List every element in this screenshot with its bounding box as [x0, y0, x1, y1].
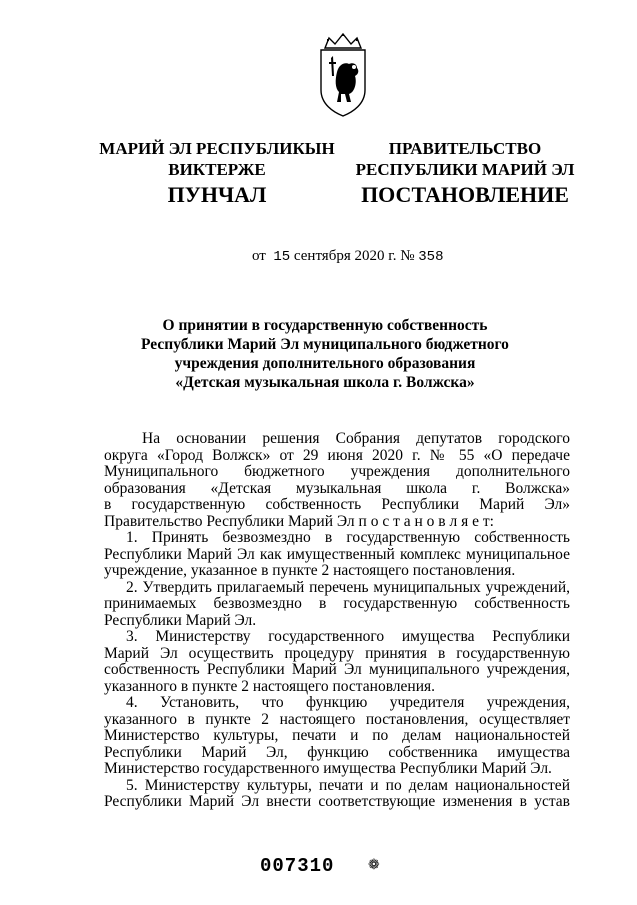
footer-mark: ❁ — [368, 858, 380, 873]
date-line — [252, 248, 443, 265]
date-month-year: сентября 2020 г. — [293, 248, 397, 264]
document-type-russian: ПОСТАНОВЛЕНИЕ — [361, 182, 569, 207]
header-left-line2: ВИКТЕРЖЕ — [168, 160, 266, 179]
registration-number: 007310 — [260, 855, 335, 877]
body-line: 2. Утвердить прилагаемый перечень муниципальных учреждений, — [126, 579, 570, 596]
body-line: Муниципального бюджетного учреждения дополнительного — [104, 464, 570, 480]
header-left — [92, 138, 342, 180]
body-line: округа «Город Волжск» от 29 июня 2020 г. № 55 «О передаче — [104, 447, 570, 464]
title-line: О принятии в государственную собственность — [162, 317, 488, 334]
body-line: 4. Установить, что функцию учредителя учреждения, — [126, 695, 570, 711]
body-line: 3. Министерству государственного имущества Республики — [126, 629, 570, 645]
body-line: Марий Эл осуществить процедуру принятия в государственную — [104, 645, 570, 662]
body-line: собственность Республики Марий Эл муниципального учреждения, — [104, 662, 570, 678]
coat-of-arms-emblem — [315, 32, 371, 118]
header-right-line2: РЕСПУБЛИКИ МАРИЙ ЭЛ — [355, 160, 575, 179]
body-line: Правительство Республики Марий Эл п о с т а н о в л я е т: — [104, 512, 494, 530]
body-line: Республики Марий Эл внести соответствующие изменения в устав — [104, 794, 570, 810]
body-line: На основании решения Собрания депутатов городского — [142, 431, 570, 447]
body-line: Республики Марий Эл, функцию собственника имущества — [104, 744, 570, 761]
body-line: учреждение, указанное в пункте 2 настоящего постановления. — [104, 562, 516, 579]
document-type-mari: ПУНЧАЛ — [167, 182, 267, 207]
document-body — [104, 431, 570, 811]
body-line: Республики Марий Эл. — [104, 611, 257, 629]
body-line: в государственную собственность Республики Марий Эл» — [104, 497, 570, 513]
document-number: 358 — [418, 249, 444, 265]
title-line: Республики Марий Эл муниципального бюджетного — [141, 336, 509, 353]
header-right-line1: ПРАВИТЕЛЬСТВО — [388, 139, 542, 158]
body-line: образования «Детская музыкальная школа г. Волжска» — [104, 480, 570, 497]
number-sign: № — [400, 248, 415, 264]
header-right — [345, 138, 585, 180]
title-line: учреждения дополнительного образования — [174, 355, 476, 372]
body-line: Министерство государственного имущества Республики Марий Эл. — [104, 760, 552, 777]
body-line: Министерство культуры, печати и по делам национальностей — [104, 728, 570, 744]
date-day: 15 — [273, 249, 291, 265]
body-line: указанного в пункте 2 настоящего постановления. — [104, 677, 436, 695]
body-line: 1. Принять безвозмездно в государственную собственность — [126, 530, 570, 546]
header-left-line1: МАРИЙ ЭЛ РЕСПУБЛИКЫН — [99, 139, 335, 158]
body-line: Республики Марий Эл как имущественный комплекс муниципальное — [104, 546, 570, 563]
title-line: «Детская музыкальная школа г. Волжска» — [175, 374, 475, 391]
document-title — [110, 316, 540, 392]
body-line: 5. Министерству культуры, печати и по делам национальностей — [126, 777, 570, 794]
body-line: принимаемых безвозмездно в государственную собственность — [104, 596, 570, 612]
body-line: указанного в пункте 2 настоящего постановления, осуществляет — [104, 711, 570, 728]
date-prefix: от — [252, 248, 266, 264]
